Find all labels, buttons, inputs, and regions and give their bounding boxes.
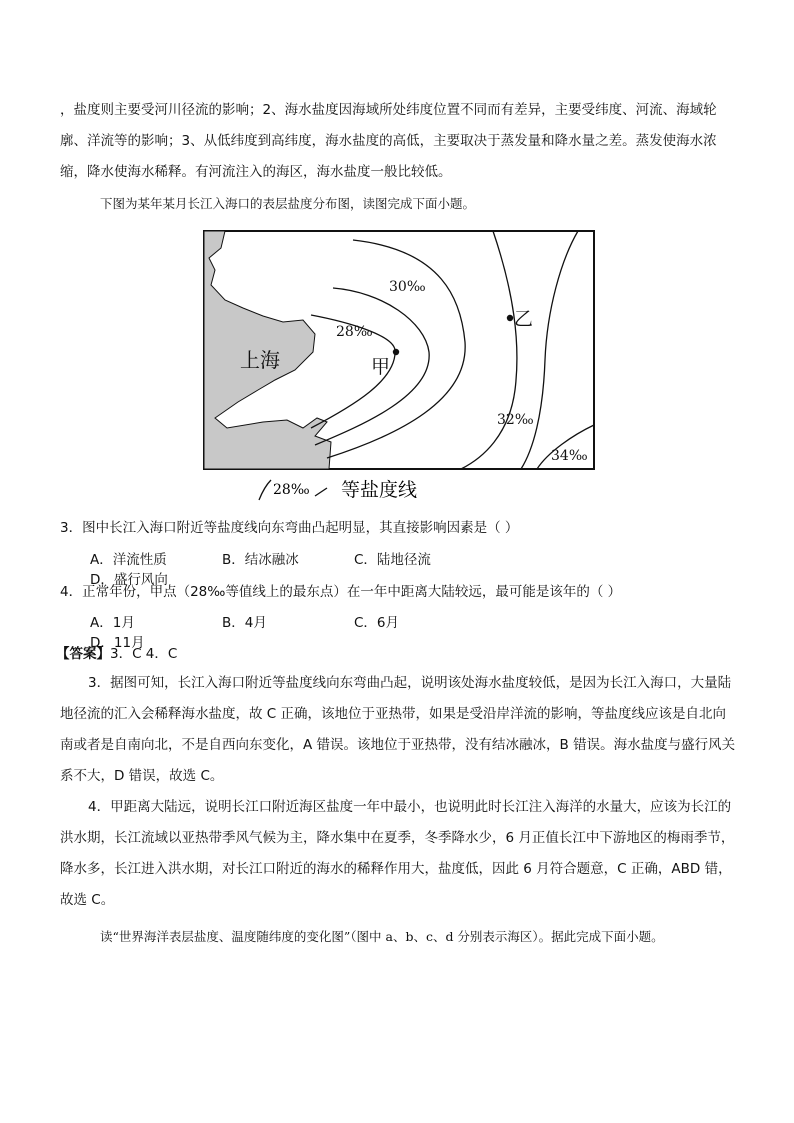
q3-option-c[interactable]: C．陆地径流 — [354, 552, 431, 568]
figure-caption: 下图为某年某月长江入海口的表层盐度分布图，读图完成下面小题。 — [100, 196, 476, 211]
q4-option-a[interactable]: A．1月 — [90, 615, 135, 631]
iso-label-28: 28‰ — [336, 324, 373, 340]
q3-option-d[interactable]: D．盛行风向 — [90, 572, 168, 588]
answer-label: 【答案】 — [56, 646, 110, 662]
map-legend — [255, 474, 475, 506]
iso-label-32: 32‰ — [497, 412, 534, 428]
answer-text: 3．C 4．C — [110, 646, 178, 662]
point-yi-label: 乙 — [514, 308, 534, 330]
point-jia-label: 甲 — [371, 356, 391, 378]
answer-line — [56, 642, 177, 662]
explanation-3: 3．据图可知，长江入海口附近等盐度线向东弯曲凸起，说明该处海水盐度较低，是因为长江入海口，大量陆地径流的汇入会稀释海水盐度，故 C 正确，该地位于亚热带，如果是受沿岸洋流的影响，等盐度线应该是自北向南或者是自南向北，不是自西向东变化，A 错误。该地位于亚热带，没有结冰融冰，B 错误。海水盐度与盛行风关系不大，D 错误，故选 C。 — [60, 675, 736, 784]
figure-caption-2: 读“世界海洋表层盐度、温度随纬度的变化图”（图中 a、b、c、d 分别表示海区）。据此完成下面小题。 — [100, 929, 664, 944]
legend-line-left — [259, 480, 271, 500]
land-label: 上海 — [240, 348, 280, 372]
legend-line-right — [315, 488, 327, 496]
question-4: 4．正常年份，甲点（28‰等值线上的最东点）在一年中距离大陆较远，最可能是该年的（ ） — [60, 584, 622, 600]
explanation-4: 4．甲距离大陆远，说明长江口附近海区盐度一年中最小，也说明此时长江注入海洋的水量大，应该为长江的洪水期，长江流域以亚热带季风气候为主，降水集中在夏季，冬季降水少，6 月正值长江中下游地区的梅雨季节，降水多，长江进入洪水期，对长江口附近的海水的稀释作用大，盐度低，因此 6 月符合题意，C 正确，ABD 错，故选 C。 — [60, 799, 735, 908]
q3-option-a[interactable]: A．洋流性质 — [90, 552, 167, 568]
q4-option-c[interactable]: C．6月 — [354, 615, 400, 631]
q4-option-d[interactable]: D．11月 — [90, 635, 145, 651]
iso-label-34: 34‰ — [551, 448, 588, 464]
point-yi-marker — [507, 315, 513, 321]
intro-paragraph: ，盐度则主要受河川径流的影响；2、海水盐度因海域所处纬度位置不同而有差异，主要受纬度、河流、海域轮廓、洋流等的影响；3、从低纬度到高纬度，海水盐度的高低，主要取决于蒸发量和降水量之差。蒸发使海水浓缩，降水使海水稀释。有河流注入的海区，海水盐度一般比较低。 — [60, 102, 717, 180]
question-3: 3．图中长江入海口附近等盐度线向东弯曲凸起明显，其直接影响因素是（ ） — [60, 520, 519, 536]
legend-value: 28‰ — [273, 482, 310, 498]
point-jia-marker — [393, 349, 399, 355]
legend-label: 等盐度线 — [341, 479, 418, 501]
q3-option-b[interactable]: B．结冰融冰 — [222, 552, 299, 568]
salinity-map — [203, 230, 595, 470]
q4-option-b[interactable]: B．4月 — [222, 615, 267, 631]
iso-label-30: 30‰ — [389, 279, 426, 295]
